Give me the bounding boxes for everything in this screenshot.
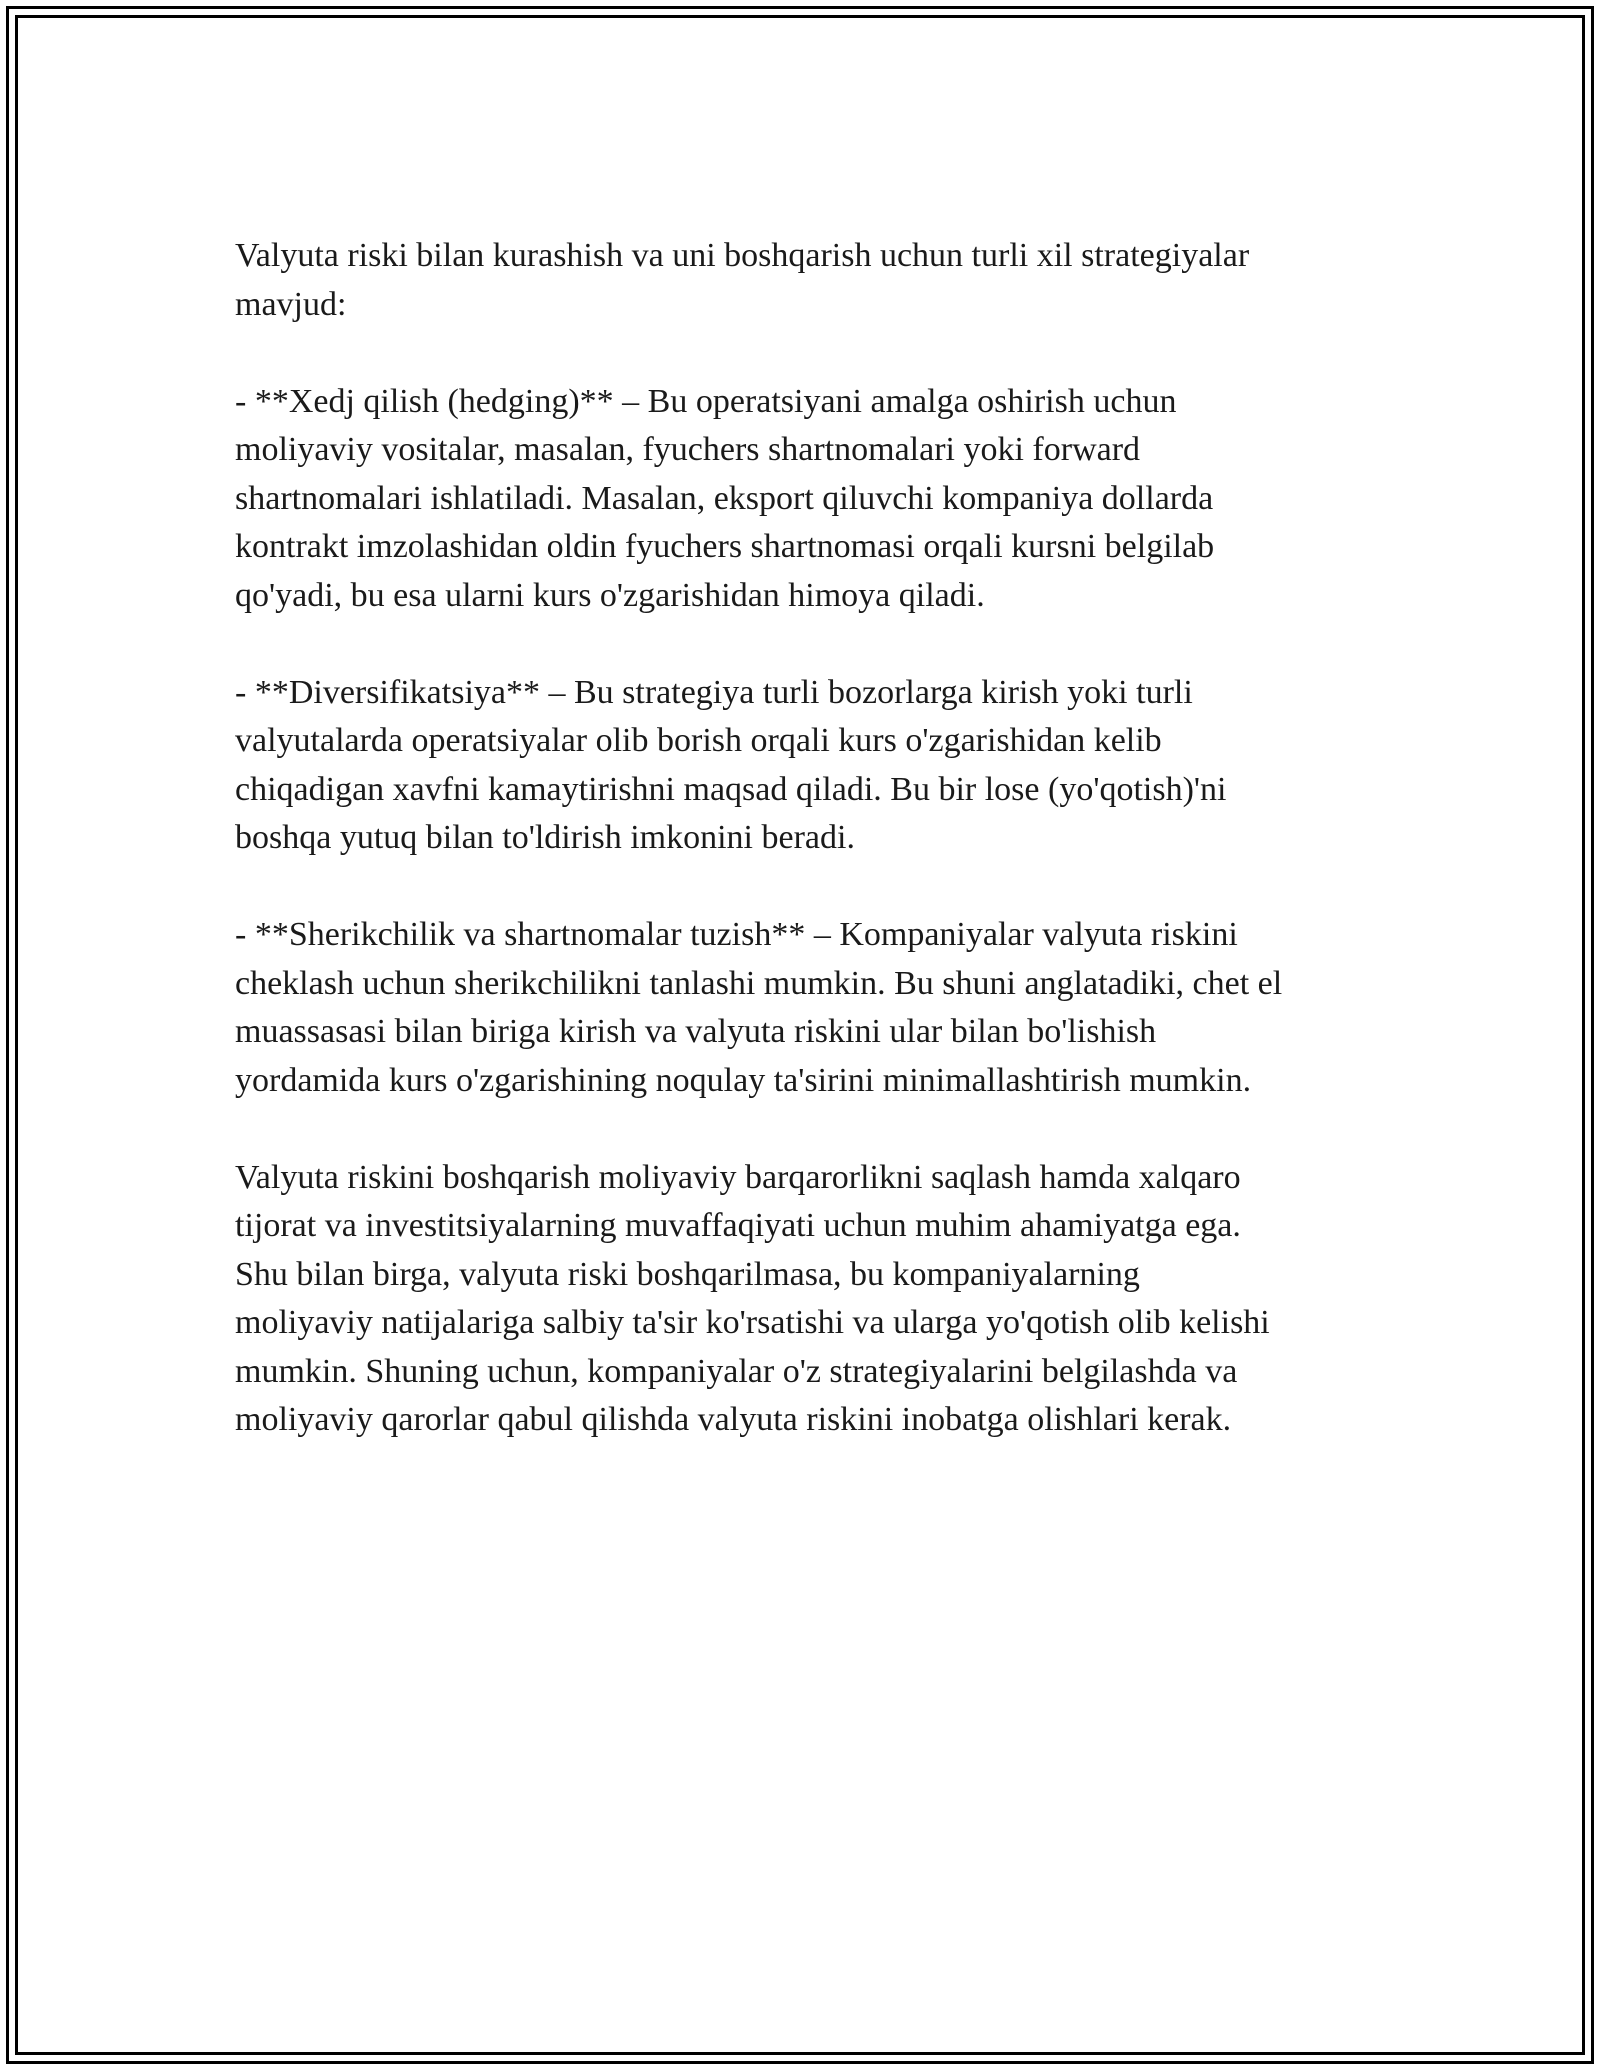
conclusion-paragraph: Valyuta riskini boshqarish moliyaviy barqarorlikni saqlash hamda xalqaro tijorat va investitsiyalarning muvaffaqiyati uchun muhim ahamiyatga ega. Shu bilan birga, valyuta riski boshqarilmasa, bu kompaniyalarning moliyaviy natijalariga salbiy ta'sir ko'rsatishi va ularga yo'qotish olib kelishi mumkin. Shuning uchun, kompaniyalar o'z strategiyalarini belgilashda va moliyaviy qarorlar qabul qilishda valyuta riskini inobatga olishlari kerak.	[235, 1158, 1270, 1438]
document-body	[235, 232, 1395, 1445]
intro-paragraph: Valyuta riski bilan kurashish va uni boshqarish uchun turli xil strategiyalar mavjud:	[235, 237, 1250, 323]
diversification-paragraph: - **Diversifikatsiya** – Bu strategiya turli bozorlarga kirish yoki turli valyutalarda operatsiyalar olib borish orqali kurs o'zgarishidan kelib chiqadigan xavfni kamaytirishni maqsad qiladi. Bu bir lose (yo'qotish)'ni boshqa yutuq bilan to'ldirish imkonini beradi.	[235, 673, 1227, 856]
partnership-paragraph: - **Sherikchilik va shartnomalar tuzish** – Kompaniyalar valyuta riskini cheklash uchun sherikchilikni tanlashi mumkin. Bu shuni anglatadiki, chet el muassasasi bilan biriga kirish va valyuta riskini ular bilan bo'lishish yordamida kurs o'zgarishining noqulay ta'sirini minimallashtirish mumkin.	[235, 916, 1283, 1099]
hedging-paragraph: - **Xedj qilish (hedging)** – Bu operatsiyani amalga oshirish uchun moliyaviy vositalar, masalan, fyuchers shartnomalari yoki forward shartnomalari ishlatiladi. Masalan, eksport qiluvchi kompaniya dollarda kontrakt imzolashidan oldin fyuchers shartnomasi orqali kursni belgilab qo'yadi, bu esa ularni kurs o'zgarishidan himoya qiladi.	[235, 382, 1215, 614]
